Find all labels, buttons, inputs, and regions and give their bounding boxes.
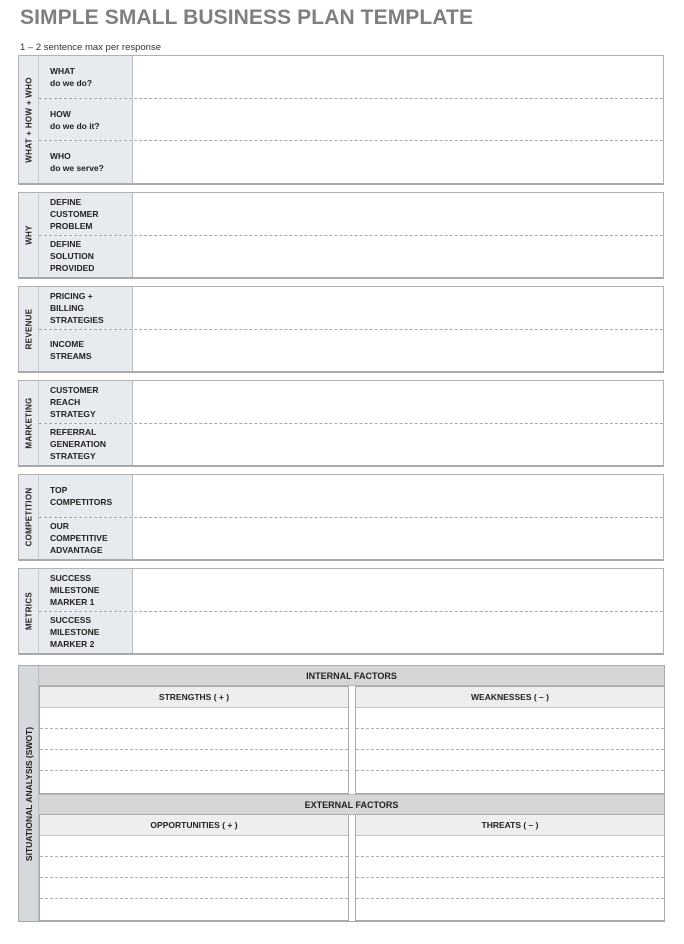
row-label-pricing: PRICING + BILLING STRATEGIES [39,287,133,329]
weaknesses-header: WEAKNESSES ( – ) [356,687,664,708]
response-field-income-streams[interactable] [133,330,663,372]
row-label-referral: REFERRAL GENERATION STRATEGY [39,424,133,466]
form-row [39,381,663,423]
response-field-customer-reach[interactable] [133,381,663,423]
section-label: WHY [19,193,39,277]
threats-entry-line[interactable] [356,836,664,857]
opportunities-entry-line[interactable] [40,878,348,899]
form-row [39,611,663,654]
strengths-entry-line[interactable] [40,750,348,771]
strengths-entry-line[interactable] [40,729,348,750]
form-row [39,475,663,517]
section-label: MARKETING [19,381,39,465]
response-field-referral[interactable] [133,424,663,466]
form-row [39,193,663,235]
row-label-customer-reach: CUSTOMER REACH STRATEGY [39,381,133,423]
section-what-how-who [18,55,664,185]
form-row [39,98,663,141]
row-label-what: WHAT do we do? [39,56,133,98]
page-title: SIMPLE SMALL BUSINESS PLAN TEMPLATE [20,6,474,29]
section-metrics [18,568,664,655]
response-field-milestone-1[interactable] [133,569,663,611]
swot-section-label: SITUATIONAL ANALYSIS (SWOT) [19,666,39,921]
strengths-entry-line[interactable] [40,708,348,729]
form-row [39,569,663,611]
row-label-how: HOW do we do it? [39,99,133,141]
section-label: COMPETITION [19,475,39,559]
row-label-customer-problem: DEFINE CUSTOMER PROBLEM [39,193,133,235]
row-label-milestone-2: SUCCESS MILESTONE MARKER 2 [39,612,133,654]
instructions-note: 1 – 2 sentence max per response [20,42,162,53]
swot-analysis [18,665,665,922]
strengths-box [39,686,349,794]
row-label-top-competitors: TOP COMPETITORS [39,475,133,517]
threats-entry-line[interactable] [356,878,664,899]
section-why [18,192,664,279]
strengths-entry-line[interactable] [40,771,348,792]
opportunities-entry-line[interactable] [40,899,348,920]
response-field-milestone-2[interactable] [133,612,663,654]
opportunities-entry-line[interactable] [40,857,348,878]
weaknesses-box [355,686,665,794]
weaknesses-entry-line[interactable] [356,729,664,750]
response-field-who[interactable] [133,141,663,183]
threats-header: THREATS ( – ) [356,815,664,836]
strengths-header: STRENGTHS ( + ) [40,687,348,708]
response-field-solution[interactable] [133,236,663,278]
section-competition [18,474,664,561]
opportunities-header: OPPORTUNITIES ( + ) [40,815,348,836]
section-label: REVENUE [19,287,39,371]
response-field-pricing[interactable] [133,287,663,329]
opportunities-entry-line[interactable] [40,836,348,857]
form-row [39,423,663,466]
form-row [39,517,663,560]
section-label: METRICS [19,569,39,653]
form-row [39,287,663,329]
external-factors-header: EXTERNAL FACTORS [39,794,664,815]
threats-box [355,814,665,921]
response-field-what[interactable] [133,56,663,98]
threats-entry-line[interactable] [356,899,664,920]
section-revenue [18,286,664,373]
form-row [39,56,663,98]
row-label-who: WHO do we serve? [39,141,133,183]
row-label-income-streams: INCOME STREAMS [39,330,133,372]
weaknesses-entry-line[interactable] [356,771,664,792]
response-field-customer-problem[interactable] [133,193,663,235]
opportunities-box [39,814,349,921]
row-label-solution: DEFINE SOLUTION PROVIDED [39,236,133,278]
section-marketing [18,380,664,467]
response-field-competitive-advantage[interactable] [133,518,663,560]
form-row [39,140,663,183]
row-label-competitive-advantage: OUR COMPETITIVE ADVANTAGE [39,518,133,560]
weaknesses-entry-line[interactable] [356,750,664,771]
response-field-top-competitors[interactable] [133,475,663,517]
form-row [39,235,663,278]
section-label: WHAT + HOW + WHO [19,56,39,183]
form-row [39,329,663,372]
weaknesses-entry-line[interactable] [356,708,664,729]
row-label-milestone-1: SUCCESS MILESTONE MARKER 1 [39,569,133,611]
internal-factors-header: INTERNAL FACTORS [39,666,664,686]
response-field-how[interactable] [133,99,663,141]
threats-entry-line[interactable] [356,857,664,878]
